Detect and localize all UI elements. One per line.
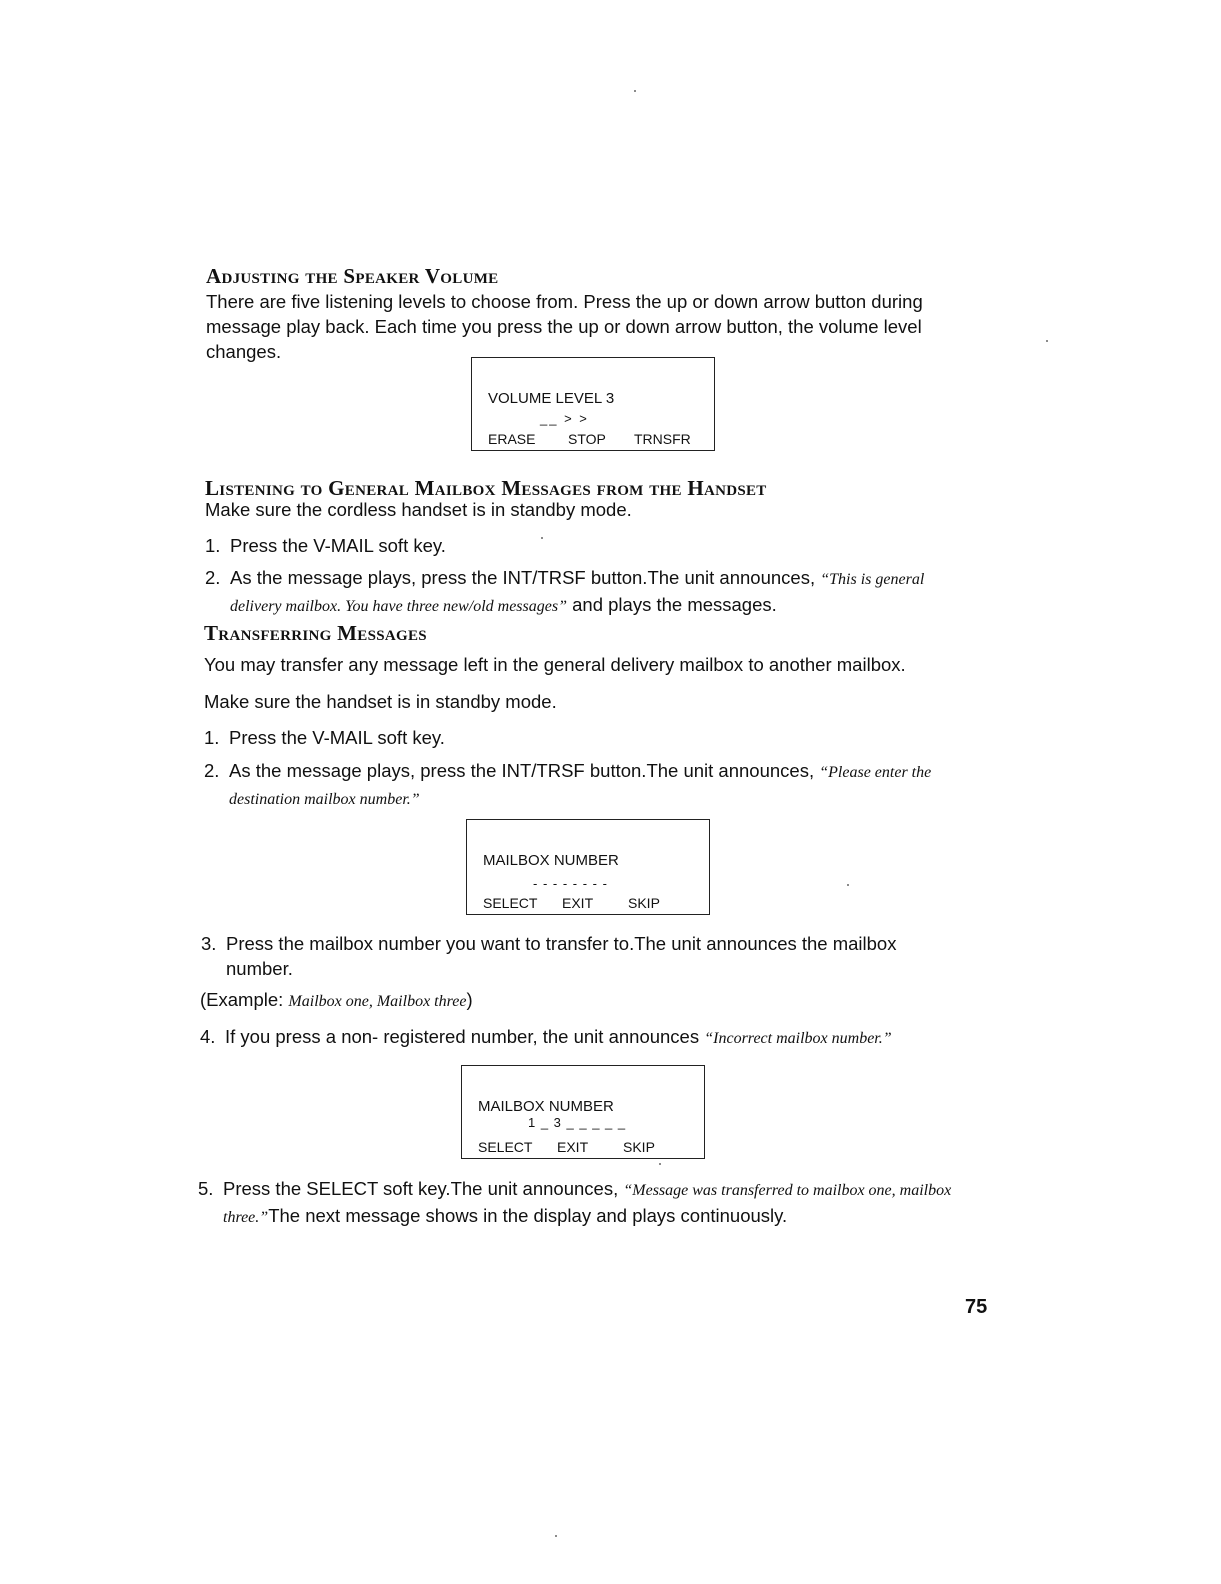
soft-key-skip: SKIP: [628, 895, 660, 911]
display-line-2: 1 _ 3 _ _ _ _ _: [528, 1115, 627, 1130]
step-text: Press the V-MAIL soft key.: [229, 727, 445, 748]
soft-key-erase: ERASE: [488, 431, 536, 447]
step-text-block: [229, 758, 969, 812]
step-text-block: [225, 1024, 1005, 1051]
announcement-quote: “Incorrect mailbox number.”: [704, 1030, 892, 1047]
announcement-quote: “Message was transferred to mailbox one, mailbox three.”: [223, 1182, 952, 1226]
section-heading-transferring: Transferring Messages: [204, 621, 427, 645]
step-number: 4.: [200, 1026, 216, 1047]
soft-key-stop: STOP: [568, 431, 606, 447]
scan-speck: [847, 884, 849, 886]
display-volume-level: [471, 357, 715, 451]
section-heading-volume: Adjusting the Speaker Volume: [206, 264, 499, 288]
step-text-after: The next message shows in the display and plays continuously.: [268, 1205, 788, 1226]
scan-speck: [555, 1535, 557, 1537]
soft-key-select: SELECT: [478, 1139, 533, 1155]
step-number: 5.: [198, 1178, 214, 1199]
scan-speck: [541, 537, 543, 539]
soft-key-select: SELECT: [483, 895, 538, 911]
listening-intro-text: Make sure the cordless handset is in standby mode.: [205, 499, 632, 520]
display-mailbox-number-entered: [461, 1065, 705, 1159]
page-number: 75: [965, 1296, 988, 1318]
step-text-block: [230, 565, 970, 619]
display-line-2: - - - - - - - -: [533, 876, 608, 891]
example-line: [200, 987, 473, 1014]
example-prefix: (Example:: [200, 989, 284, 1010]
scan-speck: [1046, 340, 1048, 342]
step-number: 1.: [204, 727, 220, 748]
step-number: 2.: [204, 760, 220, 781]
example-suffix: ): [466, 989, 473, 1010]
step-text: Press the V-MAIL soft key.: [230, 535, 446, 556]
step-number: 1.: [205, 535, 221, 556]
step-text: As the message plays, press the INT/TRSF button.The unit announces,: [230, 567, 816, 588]
step-text: Press the mailbox number you want to transfer to.The unit announces the mailbox number.: [226, 933, 897, 979]
step-text-after: and plays the messages.: [566, 594, 777, 615]
transferring-intro-1: You may transfer any message left in the general delivery mailbox to another mailbox.: [204, 654, 906, 675]
step-number: 2.: [205, 567, 221, 588]
display-line-2: __ > >: [540, 411, 589, 426]
soft-key-exit: EXIT: [562, 895, 594, 911]
section-heading-listening: Listening to General Mailbox Messages from the Handset: [205, 476, 767, 500]
scan-speck: [659, 1163, 661, 1165]
scan-speck: [634, 90, 636, 92]
step-text-block: [223, 1176, 993, 1230]
transferring-intro-2: Make sure the handset is in standby mode.: [204, 691, 557, 712]
soft-key-trnsfr: TRNSFR: [634, 431, 691, 447]
step-text: If you press a non- registered number, the unit announces: [225, 1026, 700, 1047]
soft-key-skip: SKIP: [623, 1139, 655, 1155]
display-line-1: MAILBOX NUMBER: [478, 1098, 614, 1115]
announcement-quote: “Please enter the destination mailbox number.”: [229, 764, 932, 808]
step-number: 3.: [201, 933, 217, 954]
volume-body-text: There are five listening levels to choose from. Press the up or down arrow button during message play back. Each time you press the up or down arrow button, the volume level changes.: [206, 291, 923, 362]
example-quote: Mailbox one, Mailbox three: [288, 993, 467, 1010]
display-line-1: VOLUME LEVEL 3: [488, 390, 615, 407]
step-text: As the message plays, press the INT/TRSF button.The unit announces,: [229, 760, 815, 781]
display-line-1: MAILBOX NUMBER: [483, 852, 619, 869]
soft-key-exit: EXIT: [557, 1139, 589, 1155]
announcement-quote: “This is general delivery mailbox. You have three new/old messages”: [230, 571, 925, 615]
display-mailbox-number-empty: [466, 819, 710, 915]
step-text: Press the SELECT soft key.The unit announces,: [223, 1178, 619, 1199]
